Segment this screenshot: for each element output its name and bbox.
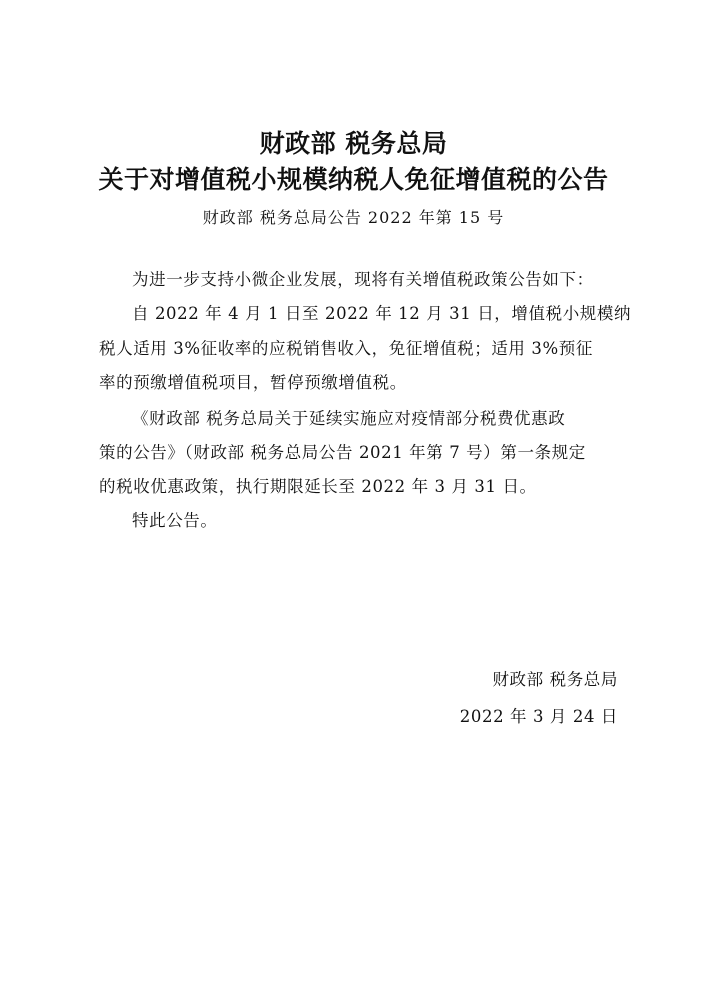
- paragraph-line: 自 2022 年 4 月 1 日至 2022 年 12 月 31 日，增值税小规模纳: [132, 304, 632, 323]
- paragraph-line: 税人适用 3%征收率的应税销售收入，免征增值税；适用 3%预征: [99, 339, 593, 358]
- document-number: 财政部 税务总局公告 2022 年第 15 号: [202, 208, 505, 227]
- paragraph-line: 《财政部 税务总局关于延续实施应对疫情部分税费优惠政: [132, 409, 566, 428]
- signature-organization: 财政部 税务总局: [492, 670, 618, 689]
- paragraph-line: 率的预缴增值税项目，暂停预缴增值税。: [99, 373, 407, 392]
- paragraph-line: 的税收优惠政策，执行期限延长至 2022 年 3 月 31 日。: [99, 477, 537, 496]
- paragraph-closing: 特此公告。: [132, 511, 218, 530]
- document-title-issuer: 财政部 税务总局: [259, 129, 448, 158]
- paragraph-intro: 为进一步支持小微企业发展，现将有关增值税政策公告如下：: [132, 270, 594, 289]
- paragraph-line: 策的公告》（财政部 税务总局公告 2021 年第 7 号）第一条规定: [99, 443, 586, 462]
- signature-date: 2022 年 3 月 24 日: [459, 707, 618, 726]
- document-title: 关于对增值税小规模纳税人免征增值税的公告: [98, 165, 609, 194]
